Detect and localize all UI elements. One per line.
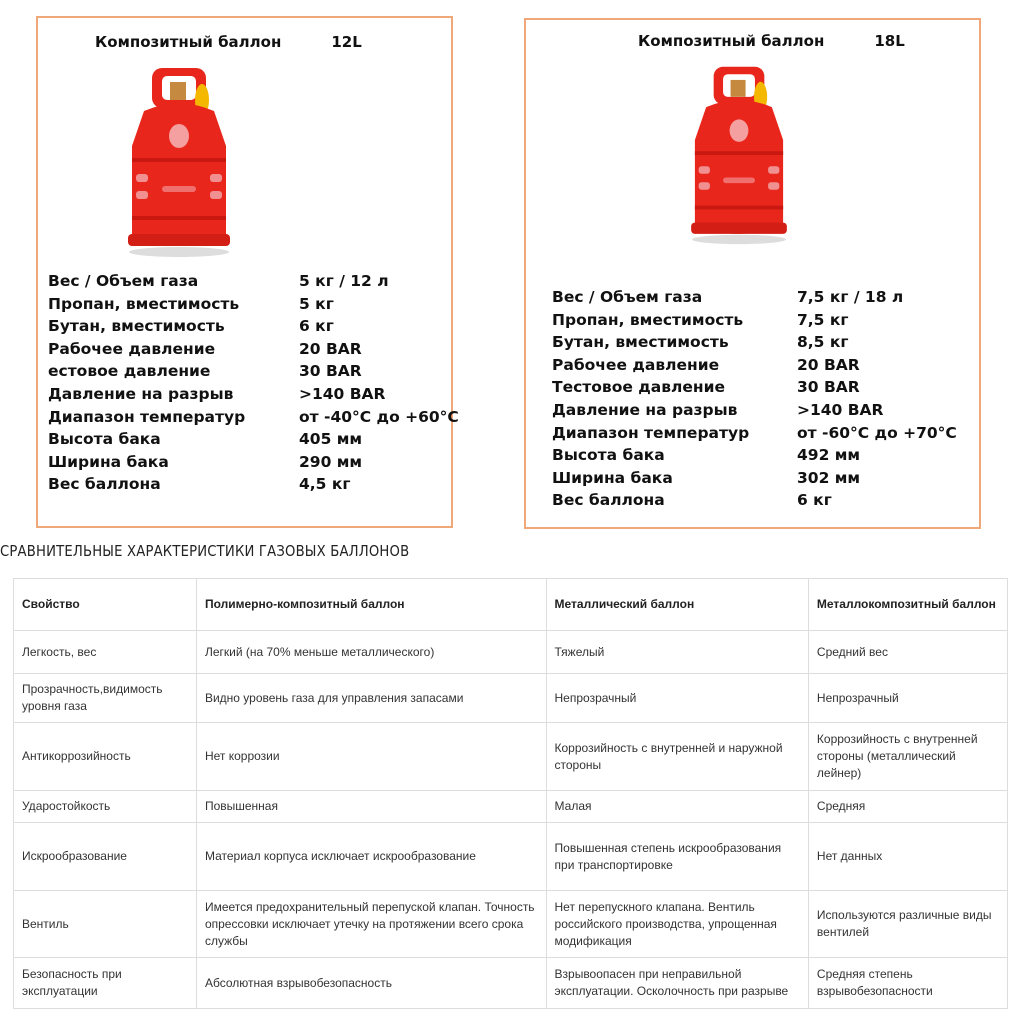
- spec-value: 30 BAR: [797, 378, 860, 397]
- spec-value: 405 мм: [299, 430, 363, 449]
- table-cell: Нет перепускного клапана. Вентиль российского производства, упрощенная модификация: [546, 891, 808, 958]
- table-row: [14, 791, 1008, 823]
- spec-value: 6 кг: [299, 317, 334, 336]
- spec-value: 4,5 кг: [299, 475, 351, 494]
- spec-row: [552, 309, 982, 332]
- spec-row: [552, 354, 982, 377]
- spec-label: Вес баллона: [48, 475, 161, 494]
- spec-label: Вес / Объем газа: [48, 272, 199, 290]
- spec-row: [552, 489, 982, 512]
- spec-value: 6 кг: [797, 491, 832, 510]
- spec-row: [48, 451, 458, 474]
- table-cell: Повышенная степень искрообразования при транспортировке: [546, 823, 808, 891]
- table-cell: Прозрачность,видимость уровня газа: [14, 674, 197, 723]
- card-title: Композитный баллон 18L: [638, 32, 905, 50]
- column-header: Металлокомпозитный баллон: [808, 579, 1007, 631]
- table-row: [14, 891, 1008, 958]
- spec-value: 290 мм: [299, 452, 363, 471]
- spec-value: 492 мм: [797, 446, 861, 465]
- table-cell: Легкий (на 70% меньше металлического): [196, 631, 546, 674]
- spec-label: Вес баллона: [552, 491, 665, 510]
- spec-label: Тестовое давление: [552, 378, 726, 397]
- table-cell: Тяжелый: [546, 631, 808, 674]
- spec-row: [48, 406, 458, 429]
- table-cell: Нет коррозии: [196, 723, 546, 791]
- spec-label: Бутан, вместимость: [552, 333, 729, 352]
- spec-row: [48, 360, 458, 383]
- section-heading: СРАВНИТЕЛЬНЫЕ ХАРАКТЕРИСТИКИ ГАЗОВЫХ БАЛЛОНОВ: [0, 542, 410, 560]
- spec-row: [552, 331, 982, 354]
- table-cell: Безопасность при эксплуатации: [14, 958, 197, 1009]
- spec-row: [48, 315, 458, 338]
- spec-list: [48, 270, 458, 496]
- spec-label: Давление на разрыв: [552, 400, 738, 419]
- spec-row: [552, 399, 982, 422]
- spec-value: >140 BAR: [797, 400, 884, 419]
- spec-value: 5 кг / 12 л: [299, 272, 389, 290]
- table-cell: Нет данных: [808, 823, 1007, 891]
- spec-label: Рабочее давление: [552, 355, 720, 374]
- spec-row: [48, 428, 458, 451]
- spec-label: Высота бака: [552, 446, 665, 465]
- spec-label: Бутан, вместимость: [48, 317, 225, 336]
- spec-label: Диапазон температур: [552, 423, 750, 442]
- table-cell: Видно уровень газа для управления запасами: [196, 674, 546, 723]
- table-cell: Легкость, вес: [14, 631, 197, 674]
- spec-value: 7,5 кг / 18 л: [797, 288, 904, 306]
- comparison-table: [13, 578, 1008, 1009]
- table-cell: Коррозийность с внутренней и наружной стороны: [546, 723, 808, 791]
- table-cell: Непрозрачный: [546, 674, 808, 723]
- spec-value: 30 BAR: [299, 362, 362, 381]
- spec-label: Пропан, вместимость: [552, 310, 744, 329]
- table-row: [14, 823, 1008, 891]
- table-header-row: [14, 579, 1008, 631]
- spec-label: Ширина бака: [552, 468, 673, 487]
- table-row: [14, 723, 1008, 791]
- table-row: [14, 674, 1008, 723]
- table-cell: Антикоррозийность: [14, 723, 197, 791]
- spec-row: [552, 444, 982, 467]
- spec-row: [48, 293, 458, 316]
- table-cell: Малая: [546, 791, 808, 823]
- spec-value: от -60°C до +70°C: [797, 423, 957, 442]
- spec-value: 5 кг: [299, 294, 334, 313]
- card-title: Композитный баллон 12L: [95, 33, 362, 51]
- spec-label: Рабочее давление: [48, 339, 216, 358]
- spec-value: 8,5 кг: [797, 333, 849, 352]
- table-cell: Средний вес: [808, 631, 1007, 674]
- spec-label: Диапазон температур: [48, 407, 246, 426]
- table-cell: Вентиль: [14, 891, 197, 958]
- spec-label: Ширина бака: [48, 452, 169, 471]
- spec-value: 20 BAR: [797, 355, 860, 374]
- gas-cylinder-image: [678, 64, 800, 246]
- spec-row: [48, 473, 458, 496]
- spec-row: [552, 422, 982, 445]
- table-cell: Используются различные виды вентилей: [808, 891, 1007, 958]
- card-12l: [36, 16, 459, 528]
- table-cell: Средняя: [808, 791, 1007, 823]
- spec-value: >140 BAR: [299, 384, 386, 403]
- card-18l: [524, 18, 981, 529]
- table-cell: Ударостойкость: [14, 791, 197, 823]
- table-cell: Средняя степень взрывобезопасности: [808, 958, 1007, 1009]
- gas-cylinder-image: [114, 66, 244, 258]
- spec-label: Пропан, вместимость: [48, 294, 240, 313]
- column-header: Свойство: [14, 579, 197, 631]
- table-cell: Взрывоопасен при неправильной эксплуатации. Осколочность при разрыве: [546, 958, 808, 1009]
- table-cell: Материал корпуса исключает искрообразование: [196, 823, 546, 891]
- spec-row: [48, 383, 458, 406]
- spec-value: 7,5 кг: [797, 310, 849, 329]
- spec-value: 20 BAR: [299, 339, 362, 358]
- spec-list: [552, 286, 982, 512]
- column-header: Металлический баллон: [546, 579, 808, 631]
- column-header: Полимерно-композитный баллон: [196, 579, 546, 631]
- spec-row: [48, 270, 458, 293]
- spec-value: 302 мм: [797, 468, 861, 487]
- table-row: [14, 958, 1008, 1009]
- spec-value: от -40°C до +60°C: [299, 407, 459, 426]
- spec-row: [552, 467, 982, 490]
- spec-row: [552, 376, 982, 399]
- table-cell: Абсолютная взрывобезопасность: [196, 958, 546, 1009]
- table-cell: Имеется предохранительный перепуской клапан. Точность опрессовки исключает утечку на протяжении всего срока службы: [196, 891, 546, 958]
- table-cell: Искрообразование: [14, 823, 197, 891]
- table-row: [14, 631, 1008, 674]
- spec-label: Вес / Объем газа: [552, 288, 703, 306]
- spec-row: [552, 286, 982, 309]
- spec-label: естовое давление: [48, 362, 211, 381]
- spec-row: [48, 338, 458, 361]
- table-cell: Коррозийность с внутренней стороны (металлический лейнер): [808, 723, 1007, 791]
- spec-label: Высота бака: [48, 430, 161, 449]
- table-cell: Непрозрачный: [808, 674, 1007, 723]
- table-cell: Повышенная: [196, 791, 546, 823]
- spec-label: Давление на разрыв: [48, 384, 234, 403]
